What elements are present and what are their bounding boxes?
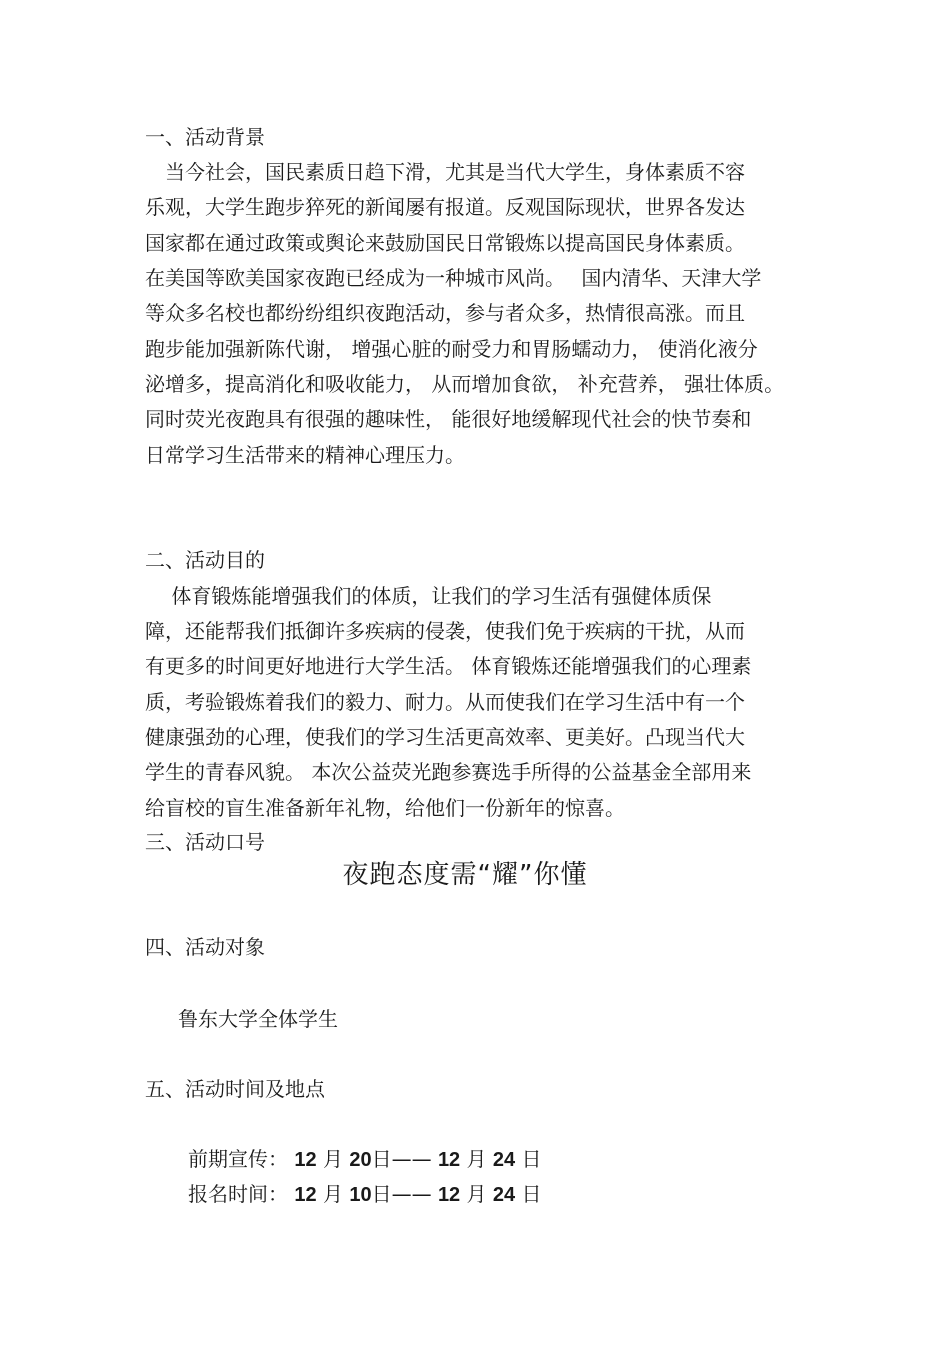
end-month: 12 [437, 1184, 461, 1206]
schedule-row-promotion [188, 1146, 542, 1173]
paragraph-line: 体育锻炼能增强我们的体质，让我们的学习生活有强健体质保 [145, 584, 712, 608]
paragraph-line: 学生的青春风貌。 本次公益荧光跑参赛选手所得的公益基金全部用来 [145, 760, 752, 784]
day-unit: 日 [521, 1182, 542, 1206]
paragraph-line: 障，还能帮我们抵御许多疾病的侵袭，使我们免于疾病的干扰，从而 [145, 619, 745, 643]
paragraph-line: 乐观，大学生跑步猝死的新闻屡有报道。反观国际现状，世界各发达 [145, 195, 745, 219]
audience-text: 鲁东大学全体学生 [178, 1007, 338, 1031]
paragraph-line: 有更多的时间更好地进行大学生活。 体育锻炼还能增强我们的心理素 [145, 654, 752, 678]
paragraph-line: 国家都在通过政策或舆论来鼓励国民日常锻炼以提高国民身体素质。 [145, 231, 745, 255]
day-unit-dash: 日—— [371, 1182, 432, 1206]
month-unit: 月 [322, 1182, 343, 1206]
paragraph-line: 健康强劲的心理，使我们的学习生活更高效率、更美好。凸现当代大 [145, 725, 745, 749]
schedule-label: 前期宣传： [188, 1147, 288, 1171]
paragraph-line: 当今社会，国民素质日趋下滑，尤其是当代大学生，身体素质不容 [145, 160, 745, 184]
start-month: 12 [294, 1184, 317, 1206]
paragraph-line: 等众多名校也都纷纷组织夜跑活动，参与者众多，热情很高涨。而且 [145, 301, 745, 325]
paragraph-line: 在美国等欧美国家夜跑已经成为一种城市风尚。 国内清华、天津大学 [145, 266, 762, 290]
paragraph-line: 质，考验锻炼着我们的毅力、耐力。从而使我们在学习生活中有一个 [145, 690, 745, 714]
section-heading-schedule: 五、活动时间及地点 [145, 1077, 325, 1101]
section-heading-slogan: 三、活动口号 [145, 830, 265, 854]
day-unit: 日 [521, 1147, 542, 1171]
end-month: 12 [437, 1149, 461, 1171]
slogan-text: 夜跑态度需“耀”你懂 [342, 860, 588, 890]
section-heading-purpose: 二、活动目的 [145, 548, 265, 572]
start-day: 10 [349, 1184, 372, 1206]
end-day: 24 [492, 1149, 516, 1171]
paragraph-line: 给盲校的盲生准备新年礼物，给他们一份新年的惊喜。 [145, 796, 625, 820]
paragraph-line: 泌增多，提高消化和吸收能力， 从而增加食欲， 补充营养， 强壮体质。 [145, 372, 785, 396]
schedule-row-registration [188, 1181, 542, 1208]
section-heading-audience: 四、活动对象 [145, 935, 265, 959]
paragraph-line: 日常学习生活带来的精神心理压力。 [145, 443, 465, 467]
paragraph-line: 跑步能加强新陈代谢， 增强心脏的耐受力和胃肠蠕动力， 使消化液分 [145, 337, 758, 361]
section-heading-background: 一、活动背景 [145, 125, 265, 149]
end-day: 24 [492, 1184, 516, 1206]
month-unit: 月 [466, 1147, 487, 1171]
paragraph-line: 同时荧光夜跑具有很强的趣味性， 能很好地缓解现代社会的快节奏和 [145, 407, 752, 431]
month-unit: 月 [466, 1182, 487, 1206]
start-day: 20 [349, 1149, 372, 1171]
month-unit: 月 [322, 1147, 343, 1171]
start-month: 12 [294, 1149, 317, 1171]
schedule-label: 报名时间： [188, 1182, 288, 1206]
day-unit-dash: 日—— [371, 1147, 432, 1171]
